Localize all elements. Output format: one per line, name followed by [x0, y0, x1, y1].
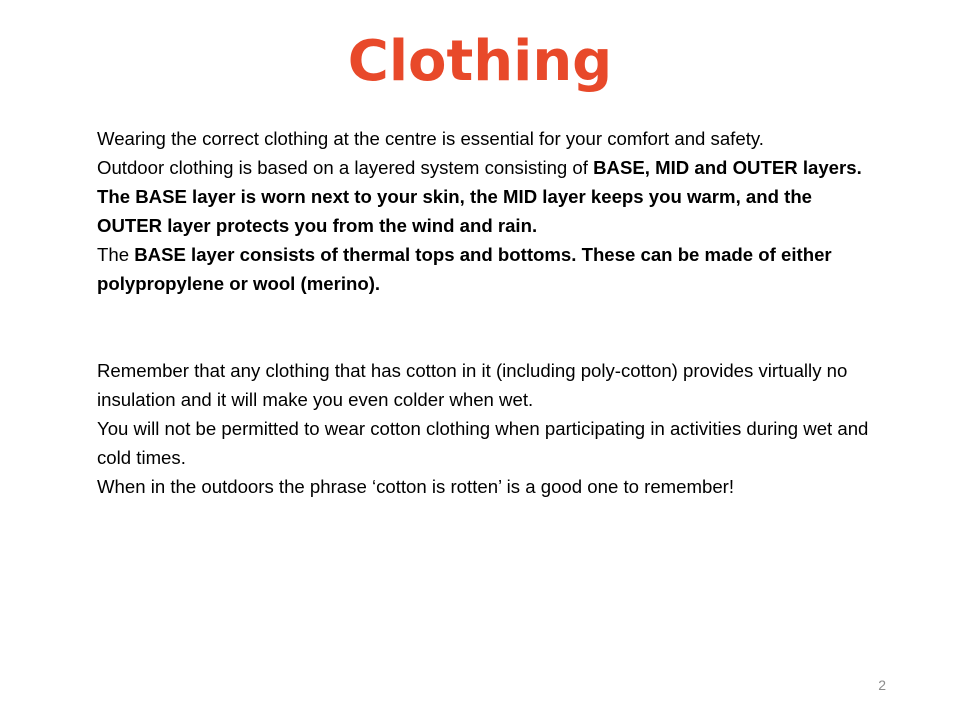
layered-system-text: Outdoor clothing is based on a layered system consisting of [97, 157, 594, 178]
paragraph-cotton-rule: You will not be permitted to wear cotton clothing when participating in activities during wet and cold times. [97, 418, 869, 468]
base-layer-text: The [97, 244, 135, 265]
slide-title: Clothing [347, 29, 613, 94]
paragraph-cotton-phrase: When in the outdoors the phrase ‘cotton is rotten’ is a good one to remember! [97, 476, 735, 497]
layered-system-bold: BASE, MID and OUTER layers. [593, 157, 862, 178]
base-layer-bold: BASE layer consists of thermal tops and bottoms. These can be made of either polypropylene or wool (merino). [97, 244, 832, 294]
paragraph-cotton-warning: Remember that any clothing that has cotton in it (including poly-cotton) provides virtually no insulation and it will make you even colder when wet. [97, 360, 848, 410]
paragraph-intro: Wearing the correct clothing at the centre is essential for your comfort and safety. [97, 128, 764, 149]
paragraph-spacer [97, 298, 877, 356]
paragraph-base-layer [97, 240, 877, 298]
layer-functions-bold: The BASE layer is worn next to your skin, the MID layer keeps you warm, and the OUTER layer protects you from the wind and rain. [97, 186, 813, 236]
page-number: 2 [878, 677, 886, 693]
paragraph-layer-functions [97, 182, 877, 240]
paragraph-layered-system [97, 153, 877, 182]
slide-body [97, 124, 877, 501]
